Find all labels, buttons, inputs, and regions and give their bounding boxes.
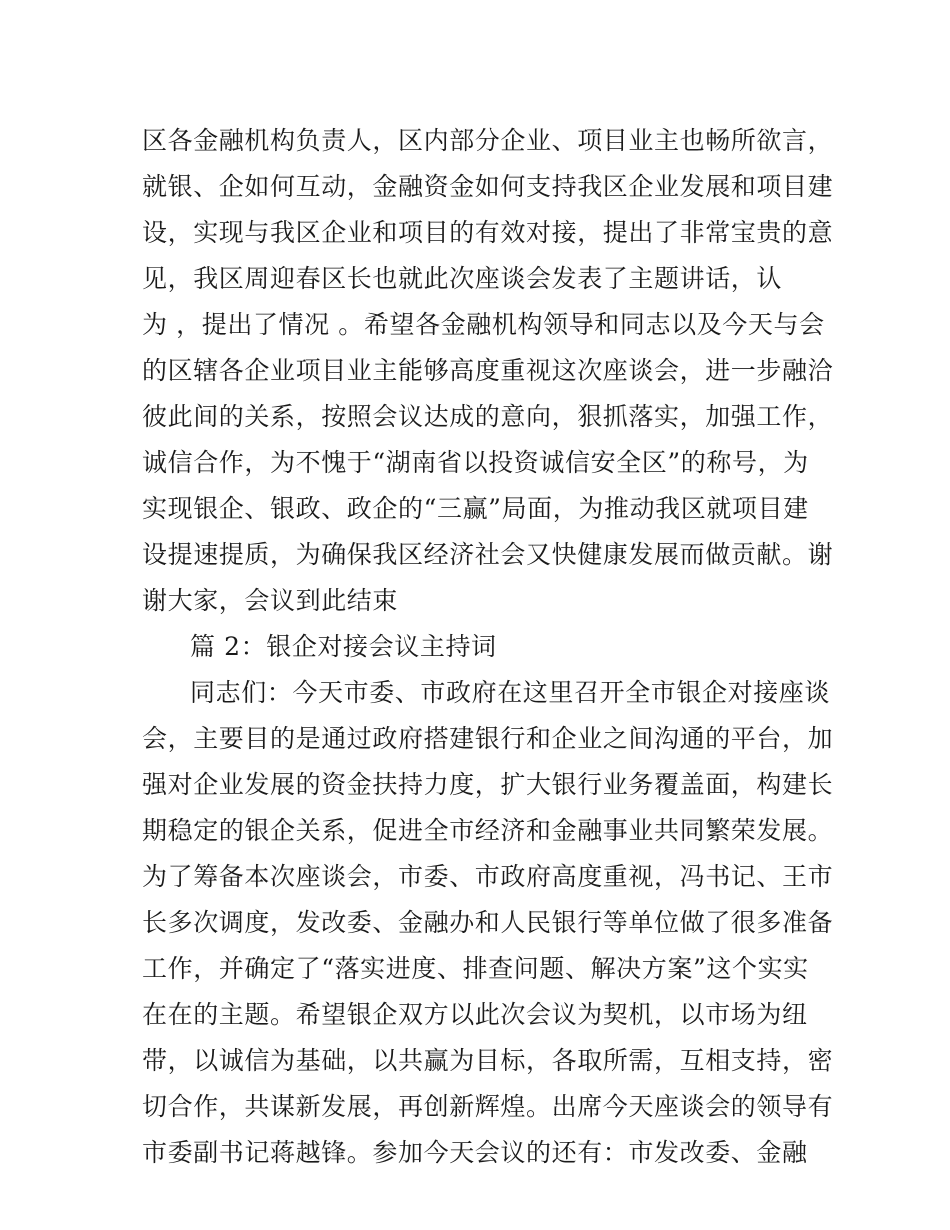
text-line: 强对企业发展的资金扶持力度，扩大银行业务覆盖面，构建长 — [142, 770, 834, 799]
text-line: 诚信合作，为不愧于“湖南省以投资诚信安全区”的称号，为 — [142, 448, 809, 477]
text-line: 会，主要目的是通过政府搭建银行和企业之间沟通的平台，加 — [142, 724, 834, 753]
document-body — [142, 118, 834, 1176]
text-line: 长多次调度，发改委、金融办和人民银行等单位做了很多准备 — [142, 908, 834, 937]
text-line: 工作，并确定了“落实进度、排查问题、解决方案”这个实实 — [142, 954, 809, 983]
text-line: 带，以诚信为基础，以共赢为目标，各取所需，互相支持，密 — [142, 1046, 834, 1075]
text-line: 在在的主题。希望银企双方以此次会议为契机，以市场为纽 — [142, 1000, 808, 1029]
text-line: 的区辖各企业项目业主能够高度重视这次座谈会，进一步融洽 — [142, 356, 834, 385]
text-line: 实现银企、银政、政企的“三赢”局面，为推动我区就项目建 — [142, 494, 809, 523]
text-line: 设提速提质，为确保我区经济社会又快健康发展而做贡献。谢 — [142, 540, 834, 569]
text-line: 切合作，共谋新发展，再创新辉煌。出席今天座谈会的领导有 — [142, 1092, 834, 1121]
paragraph-start-line: 同志们：今天市委、市政府在这里召开全市银企对接座谈 — [190, 678, 831, 707]
text-line: 区各金融机构负责人，区内部分企业、项目业主也畅所欲言， — [142, 126, 834, 155]
text-line: 设，实现与我区企业和项目的有效对接，提出了非常宝贵的意 — [142, 218, 834, 247]
text-line: 就银、企如何互动，金融资金如何支持我区企业发展和项目建 — [142, 172, 834, 201]
section-heading: 篇 2：银企对接会议主持词 — [190, 632, 497, 661]
text-line: 期稳定的银企关系，促进全市经济和金融事业共同繁荣发展。 — [142, 816, 834, 845]
text-line: 彼此间的关系，按照会议达成的意向，狠抓落实，加强工作， — [142, 402, 834, 431]
text-line: 为 ，提出了情况 。希望各金融机构领导和同志以及今天与会 — [142, 310, 825, 339]
text-line: 谢大家，会议到此结束 — [142, 586, 399, 615]
text-line: 见，我区周迎春区长也就此次座谈会发表了主题讲话，认 — [142, 264, 783, 293]
text-line: 为了筹备本次座谈会，市委、市政府高度重视，冯书记、王市 — [142, 862, 834, 891]
text-line: 市委副书记蒋越锋。参加今天会议的还有：市发改委、金融 — [142, 1138, 808, 1167]
